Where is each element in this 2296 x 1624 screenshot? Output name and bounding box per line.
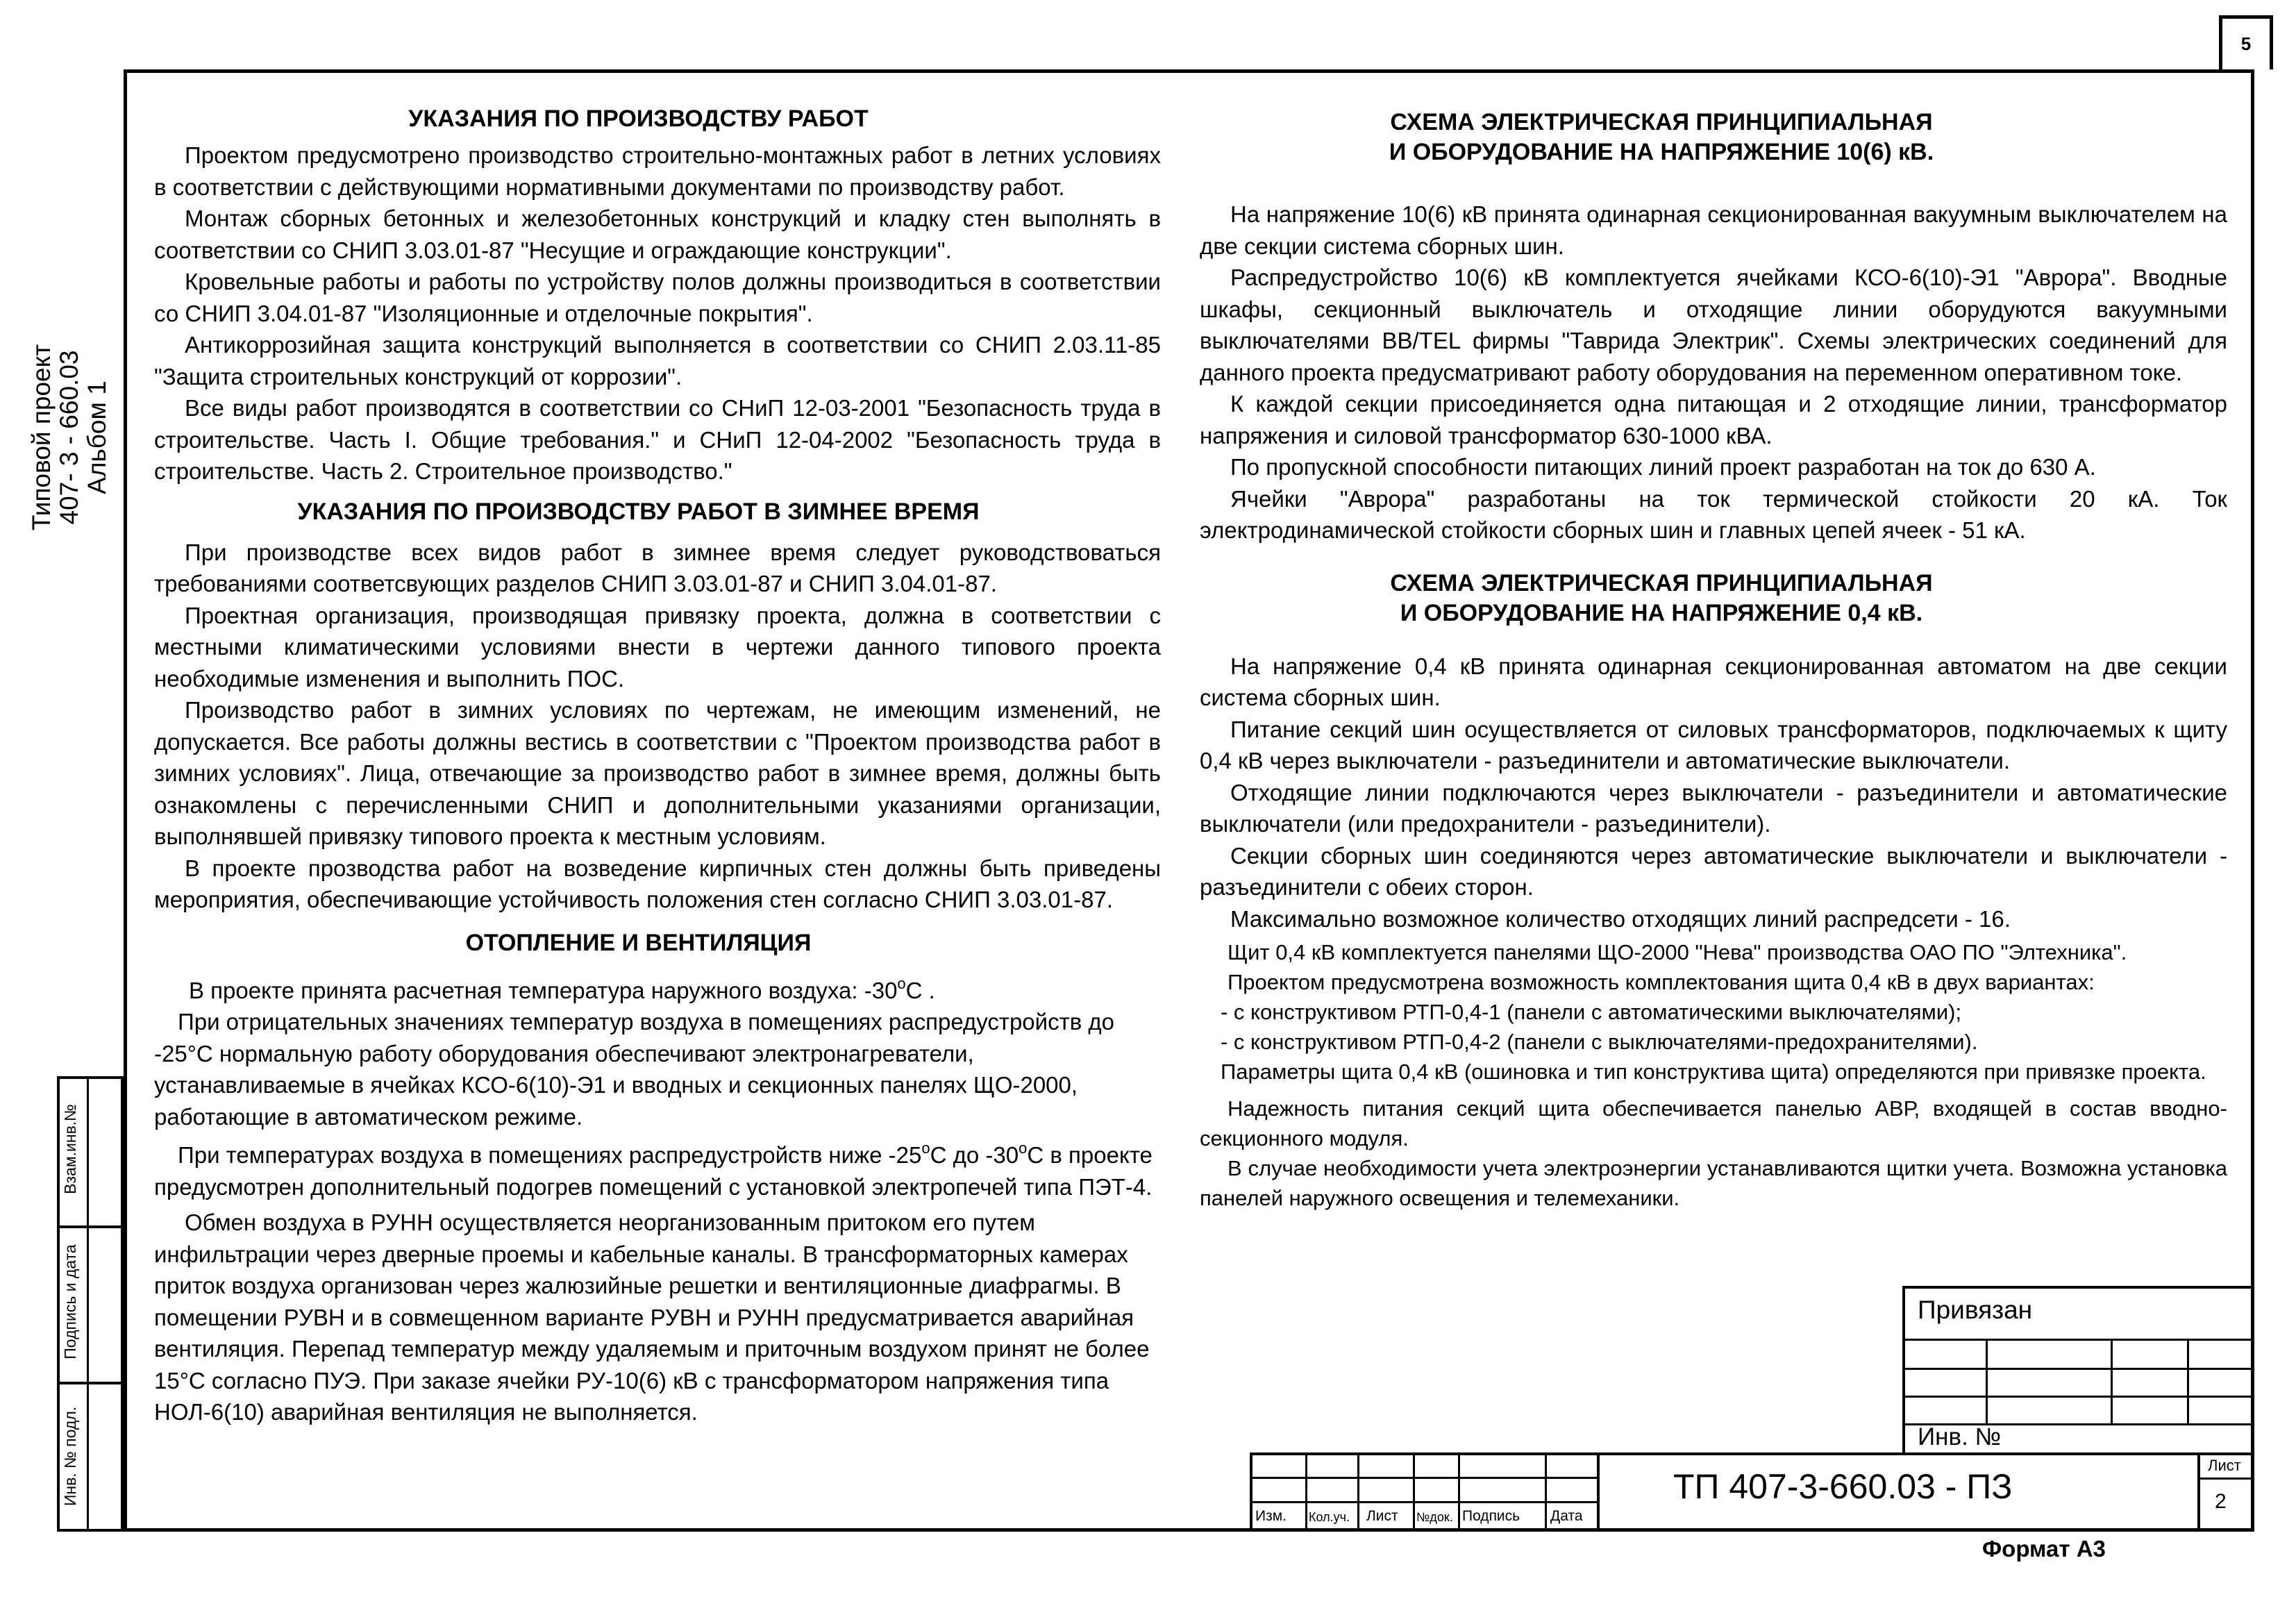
degree-sign: о	[1019, 1139, 1028, 1157]
title-col-izm: Изм.	[1255, 1508, 1287, 1524]
paragraph-additional-heating	[154, 1132, 1161, 1203]
paragraph: На напряжение 0,4 кВ принята одинарная секционированная автоматом на две секции система сборных шин.	[1200, 653, 2227, 710]
paragraph: Обмен воздуха в РУНН осуществляется неорганизованным притоком его путем инфильтрации через дверные проемы и кабельные каналы. В трансформаторных камерах приток воздуха организован через жалюзийные решетки и вентиляционные диафрагмы. В помещении РУВН и в совмещенном варианте РУВН и РУНН предусматривается аварийная вентиляция. Перепад температур между удаляемым и приточным воздухом принят не более 15°С согласно ПУЭ. При заказе ячейки РУ-10(6) кВ с трансформатором напряжения типа НОЛ-6(10) аварийная вентиляция не выполняется.	[154, 1209, 1150, 1425]
paragraph: Производство работ в зимних условиях по чертежам, не имеющим изменений, не допускается. Все работы должны вестись в соответствии с "Проектом производства работ в зимних условиях". Лица, отвечающие за производство работ в зимнее время, должны быть ознакомлены с перечисленными СНИП и дополнительными указаниями организации, выполнявшей привязку типового проекта к местным условиям.	[154, 697, 1161, 849]
text: При температурах воздуха в помещениях распредустройств ниже -25	[178, 1142, 922, 1168]
sheet-number: 2	[2215, 1490, 2227, 1513]
text: С в проекте предусмотрен дополнительный подогрев помещений с установкой электропечей типа ПЭТ-4.	[154, 1142, 1153, 1200]
paragraph: На напряжение 10(6) кВ принята одинарная секционированная вакуумным выключателем на две секции система сборных шин.	[1200, 201, 2227, 259]
paragraph: Распредустройство 10(6) кВ комплектуется ячейками КСО-6(10)-Э1 "Аврора". Вводные шкафы, секционный выключатель и отходящие линии оборудуются вакуумными выключателями ВВ/TEL фирмы "Таврида Электрик". Схемы электрических соединений для данного проекта предусматривают работу оборудования на переменном оперативном токе.	[1200, 265, 2227, 385]
paragraph: В случае необходимости учета электроэнергии устанавливаются щитки учета. Возможна установка панелей наружного освещения и телемеханики.	[1200, 1156, 2227, 1210]
page-number: 5	[2240, 33, 2252, 54]
paragraph: Питание секций шин осуществляется от силовых трансформаторов, подключаемых к щиту 0,4 кВ через выключатели - разъединители и автоматические выключатели.	[1200, 716, 2227, 773]
title-col-podpis: Подпись	[1462, 1508, 1520, 1524]
paragraph: Щит 0,4 кВ комплектуется панелями ЩО-2000 "Нева" производства ОАО ПО "Элтехника".	[1227, 940, 2127, 964]
paragraph: Проектом предусмотрена возможность комплектования щита 0,4 кВ в двух вариантах:	[1227, 970, 2095, 994]
section-heading-winter: УКАЗАНИЯ ПО ПРОИЗВОДСТВУ РАБОТ В ЗИМНЕЕ ВРЕМЯ	[297, 498, 980, 525]
paragraph: Максимально возможное количество отходящих линий распредсети - 16.	[1230, 905, 2011, 932]
paragraph: Проектная организация, производящая привязку проекта, должна в соответствии с местными климатическими условиями внести в чертежи данного типового проекта необходимые изменения и выполнить ПОС.	[154, 602, 1161, 692]
right-column	[1200, 108, 2227, 1213]
side-stamp-vzam: Взам.инв.№	[61, 1104, 79, 1194]
paragraph: По пропускной способности питающих линий проект разработан на ток до 630 А.	[1230, 454, 2096, 480]
title-col-list: Лист	[1366, 1508, 1398, 1524]
side-stamp-inv-podl: Инв. № подл.	[61, 1406, 79, 1507]
text: С до -30	[930, 1142, 1019, 1168]
paragraph-design-temperature	[154, 968, 1161, 1007]
section-heading-heating: ОТОПЛЕНИЕ И ВЕНТИЛЯЦИЯ	[465, 929, 812, 956]
paragraph: Отходящие линии подключаются через выключатели - разъединители и автоматические выключатели (или предохранители - разъединители).	[1200, 779, 2227, 837]
list-item: - с конструктивом РТП-0,4-2 (панели с выключателями-предохранителями).	[1221, 1030, 1978, 1054]
binding-inv-label: Инв. №	[1918, 1423, 2002, 1450]
document-code: ТП 407-3-660.03 - ПЗ	[1673, 1467, 2013, 1506]
heading-line: И ОБОРУДОВАНИЕ НА НАПРЯЖЕНИЕ 0,4 кВ.	[1400, 599, 1923, 626]
heading-line: СХЕМА ЭЛЕКТРИЧЕСКАЯ ПРИНЦИПИАЛЬНАЯ	[1390, 569, 1933, 596]
section-heading-10kv	[1200, 108, 2123, 167]
list-item: - с конструктивом РТП-0,4-1 (панели с автоматическими выключателями);	[1221, 1000, 1962, 1024]
paragraph: Монтаж сборных бетонных и железобетонных конструкций и кладку стен выполнять в соответствии со СНИП 3.03.01-87 "Несущие и ограждающие конструкции".	[154, 206, 1161, 263]
side-label-line2: 407- 3 - 660.03	[55, 350, 83, 525]
text: С .	[905, 977, 935, 1003]
page-number-box	[2219, 15, 2273, 69]
degree-sign: о	[897, 974, 906, 992]
side-project-label	[28, 333, 111, 542]
paragraph: Антикоррозийная защита конструкций выполняется в соответствии со СНИП 2.03.11-85 "Защита строительных конструкций от коррозии".	[154, 332, 1161, 390]
side-label-line3: Альбом 1	[83, 380, 111, 494]
paragraph: Все виды работ производятся в соответствии со СНиП 12-03-2001 "Безопасность труда в строительстве. Часть I. Общие требования." и СНиП 12-04-2002 "Безопасность труда в строительстве. Часть 2. Строительное производство."	[154, 395, 1161, 484]
paragraph: К каждой секции присоединяется одна питающая и 2 отходящие линии, трансформатор напряжения и силовой трансформатор 630-1000 кВА.	[1200, 391, 2227, 449]
paragraph: В проекте прозводства работ на возведение кирпичных стен должны быть приведены мероприятия, обеспечивающие устойчивость положения стен согласно СНИП 3.03.01-87.	[154, 855, 1161, 912]
side-stamp-podpis: Подпись и дата	[61, 1244, 79, 1359]
heading-line: СХЕМА ЭЛЕКТРИЧЕСКАЯ ПРИНЦИПИАЛЬНАЯ	[1390, 109, 1933, 135]
title-col-kol-uch: Кол.уч.	[1309, 1510, 1350, 1524]
left-column	[154, 104, 1161, 1428]
paragraph: Секции сборных шин соединяются через автоматические выключатели и выключатели - разъединители с обеих сторон.	[1200, 842, 2227, 900]
paragraph: При отрицательных значениях температур воздуха в помещениях распредустройств до -25°С нормальную работу оборудования обеспечивают электронагреватели, устанавливаемые в ячейках КСО-6(10)-Э1 и вводных и секционных панелях ЩО-2000, работающие в автоматическом режиме.	[154, 1009, 1115, 1130]
paragraph: Проектом предусмотрено производство строительно-монтажных работ в летних условиях в соответствии с действующими нормативными документами по производству работ.	[154, 142, 1161, 200]
side-label-line1: Типовой проект	[27, 344, 56, 531]
section-heading-04kv	[1200, 569, 2123, 628]
binding-label: Привязан	[1918, 1296, 2033, 1324]
sheet-label: Лист	[2208, 1457, 2241, 1474]
paragraph: Ячейки "Аврора" разработаны на ток термической стойкости 20 кА. Ток электродинамической стойкости сборных шин и главных цепей ячеек - 51 кА.	[1200, 485, 2227, 543]
heading-line: И ОБОРУДОВАНИЕ НА НАПРЯЖЕНИЕ 10(6) кВ.	[1389, 139, 1934, 165]
format-label: Формат А3	[1982, 1536, 2106, 1562]
section-heading-works: УКАЗАНИЯ ПО ПРОИЗВОДСТВУ РАБОТ	[408, 106, 869, 132]
title-col-doc: №док.	[1416, 1510, 1453, 1524]
text: В проекте принята расчетная температура наружного воздуха: -30	[189, 977, 898, 1003]
title-col-data: Дата	[1550, 1508, 1583, 1524]
paragraph: Кровельные работы и работы по устройству полов должны производиться в соответствии со СНИП 3.04.01-87 "Изоляционные и отделочные покрытия".	[154, 269, 1161, 326]
paragraph: При производстве всех видов работ в зимнее время следует руководствоваться требованиями соответсвующих разделов СНИП 3.03.01-87 и СНИП 3.04.01-87.	[154, 539, 1161, 596]
paragraph: Параметры щита 0,4 кВ (ошиновка и тип конструктива щита) определяются при привязке проекта.	[1221, 1060, 2206, 1084]
paragraph: Надежность питания секций щита обеспечивается панелью АВР, входящей в состав вводно-секционного модуля.	[1200, 1096, 2227, 1150]
degree-sign: о	[921, 1139, 930, 1157]
